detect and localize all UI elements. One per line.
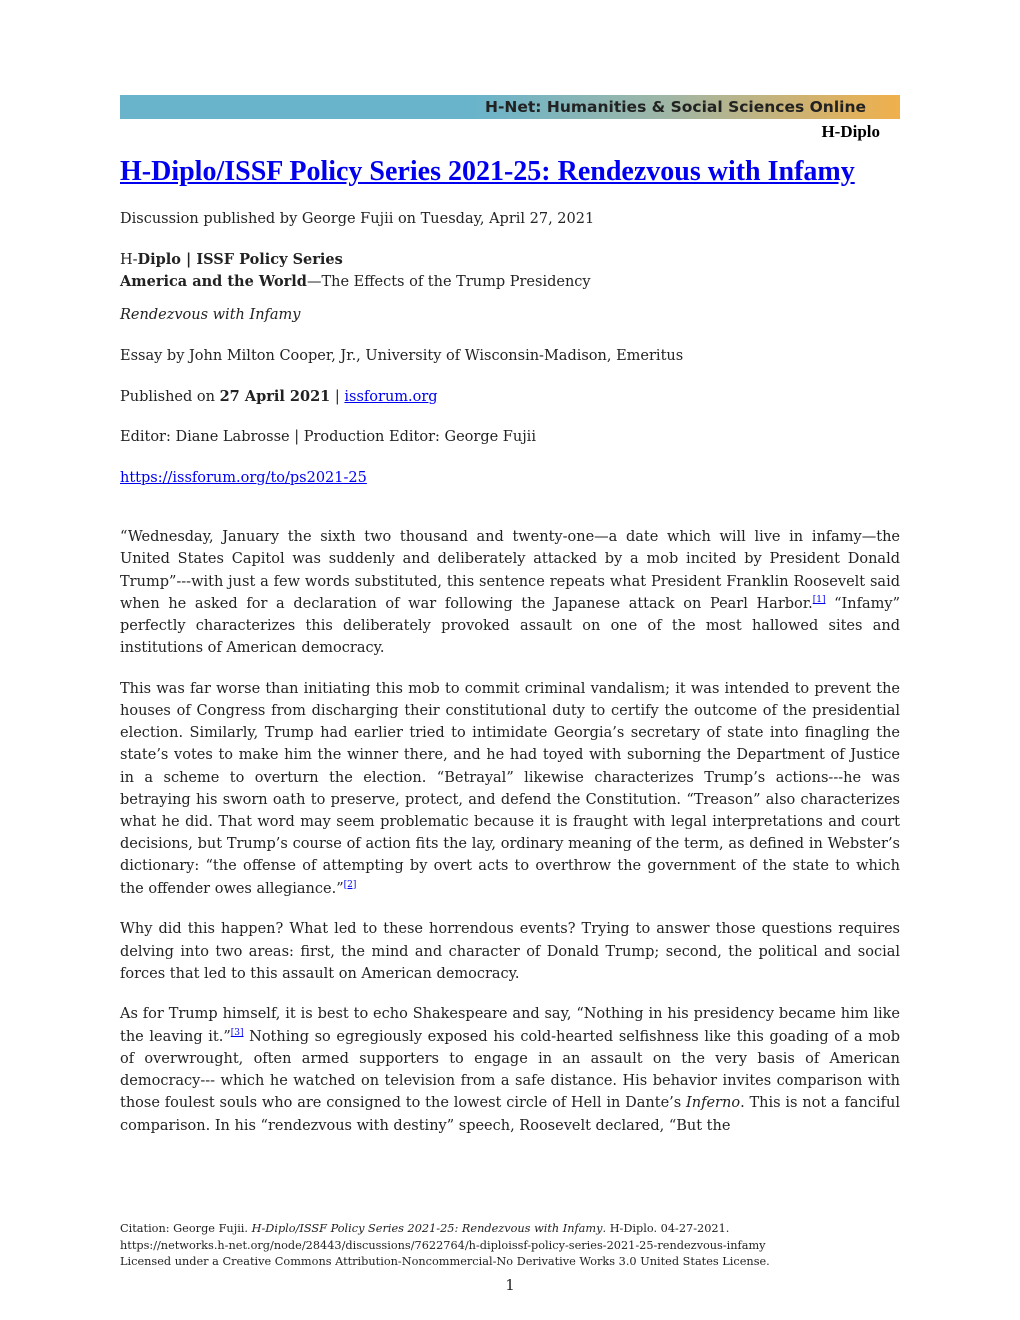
published-label: Published on (120, 388, 220, 405)
paragraph-4 (120, 1003, 900, 1136)
series-heading (120, 249, 900, 293)
hnet-banner-text: H-Net: Humanities & Social Sciences Online (484, 98, 866, 116)
series-diplo: Diplo (137, 250, 181, 268)
license-text: Licensed under a Creative Commons Attribution-Noncommercial-No Derivative Works 3.0 United States License. (120, 1255, 770, 1268)
citation-suffix: . H-Diplo. 04-27-2021. (602, 1222, 730, 1235)
series-sep: | (180, 250, 197, 268)
page-title (120, 156, 855, 188)
subseries-rest: —The Effects of the Trump Presidency (306, 273, 591, 290)
series-name: ISSF Policy Series (196, 250, 343, 268)
series-prefix: H- (120, 251, 138, 268)
p2-text: This was far worse than initiating this mob to commit criminal vandalism; it was intended to prevent the houses of Congress from discharging their constitutional duty to certify the outcome of the presidential election. Similarly, Trump had earlier tried to intimidate Georgia’s secretary of state into finagling the state’s votes to make him the winner there, and he had toyed with suborning the Department of Justice in a scheme to overturn the election. “Betrayal” likewise characterizes Trump’s actions---he was betraying his sworn oath to preserve, protect, and defend the Constitution. “Treason” also characterizes what he did. That word may seem problematic because it is fraught with legal interpretations and court decisions, but Trump’s course of action fits the lay, ordinary meaning of the term, as defined in Webster’s dictionary: “the offense of attempting by overt acts to overthrow the government of the state to which the offender owes allegiance.” (120, 680, 900, 897)
p1-text-b: “Infamy” perfectly characterizes this deliberately provoked assault on one of the most hallowed sites and institutions of American democracy. (120, 595, 900, 657)
essay-url-link[interactable]: https://issforum.org/to/ps2021-25 (120, 469, 367, 486)
subseries-bold: America and the World (120, 272, 307, 290)
paragraph-2 (120, 678, 900, 900)
hnet-banner (120, 95, 900, 119)
published-by: Discussion published by George Fujii on Tuesday, April 27, 2021 (120, 211, 595, 227)
paragraph-3: Why did this happen? What led to these horrendous events? Trying to answer those questions requires delving into two areas: first, the mind and character of Donald Trump; second, the political and social forces that led to this assault on American democracy. (120, 921, 900, 982)
title-link[interactable]: H-Diplo/ISSF Policy Series 2021-25: Rendezvous with Infamy (120, 156, 855, 187)
citation-url: https://networks.h-net.org/node/28443/discussions/7622764/h-diploissf-policy-series-2021-25-rendezvous-infamy (120, 1238, 766, 1252)
essay-author: Essay by John Milton Cooper, Jr., University of Wisconsin-Madison, Emeritus (120, 347, 684, 364)
network-name: H-Diplo (821, 122, 880, 141)
page-number: 1 (505, 1276, 515, 1294)
paragraph-1 (120, 526, 900, 659)
p4-text-a: As for Trump himself, it is best to echo Shakespeare and say, “Nothing in his presidency became him like the leaving it.” (120, 1006, 900, 1045)
footnote-3-link[interactable]: [3] (230, 1027, 244, 1038)
citation-prefix: Citation: George Fujii. (120, 1222, 252, 1235)
citation-title: H-Diplo/ISSF Policy Series 2021-25: Rendezvous with Infamy (251, 1222, 603, 1235)
issforum-link[interactable]: issforum.org (344, 388, 438, 405)
article-body (120, 208, 900, 1155)
footnote-1-link[interactable]: [1] (812, 594, 826, 605)
p4-text-c: . This is not a fanciful comparison. In his “rendezvous with destiny” speech, Roosevelt declared, “But the (120, 1095, 900, 1134)
p4-italic: Inferno (686, 1095, 741, 1112)
p4-text-b: Nothing so egregiously exposed his cold-hearted selfishness like this goading of a mob of overwrought, often armed supporters to engage in an assault on the very basis of American democracy--- which he watched on television from a safe distance. His behavior invites comparison with those foulest souls who are consigned to the lowest circle of Hell in Dante’s (120, 1028, 900, 1112)
published-sep: | (330, 388, 345, 405)
footnote-2-link[interactable]: [2] (343, 879, 357, 890)
p1-text-a: “Wednesday, January the sixth two thousand and twenty-one—a date which will live in infamy—the United States Capitol was suddenly and deliberately attacked by a mob incited by President Donald Trump”---with just a few words substituted, this sentence repeats what President Franklin Roosevelt said when he asked for a declaration of war following the Japanese attack on Pearl Harbor. (120, 529, 900, 612)
editors: Editor: Diane Labrosse | Production Editor: George Fujii (120, 429, 536, 446)
essay-title: Rendezvous with Infamy (120, 307, 301, 324)
published-date: 27 April 2021 (219, 387, 331, 405)
citation-footer (120, 1221, 900, 1271)
published-on (120, 386, 900, 408)
